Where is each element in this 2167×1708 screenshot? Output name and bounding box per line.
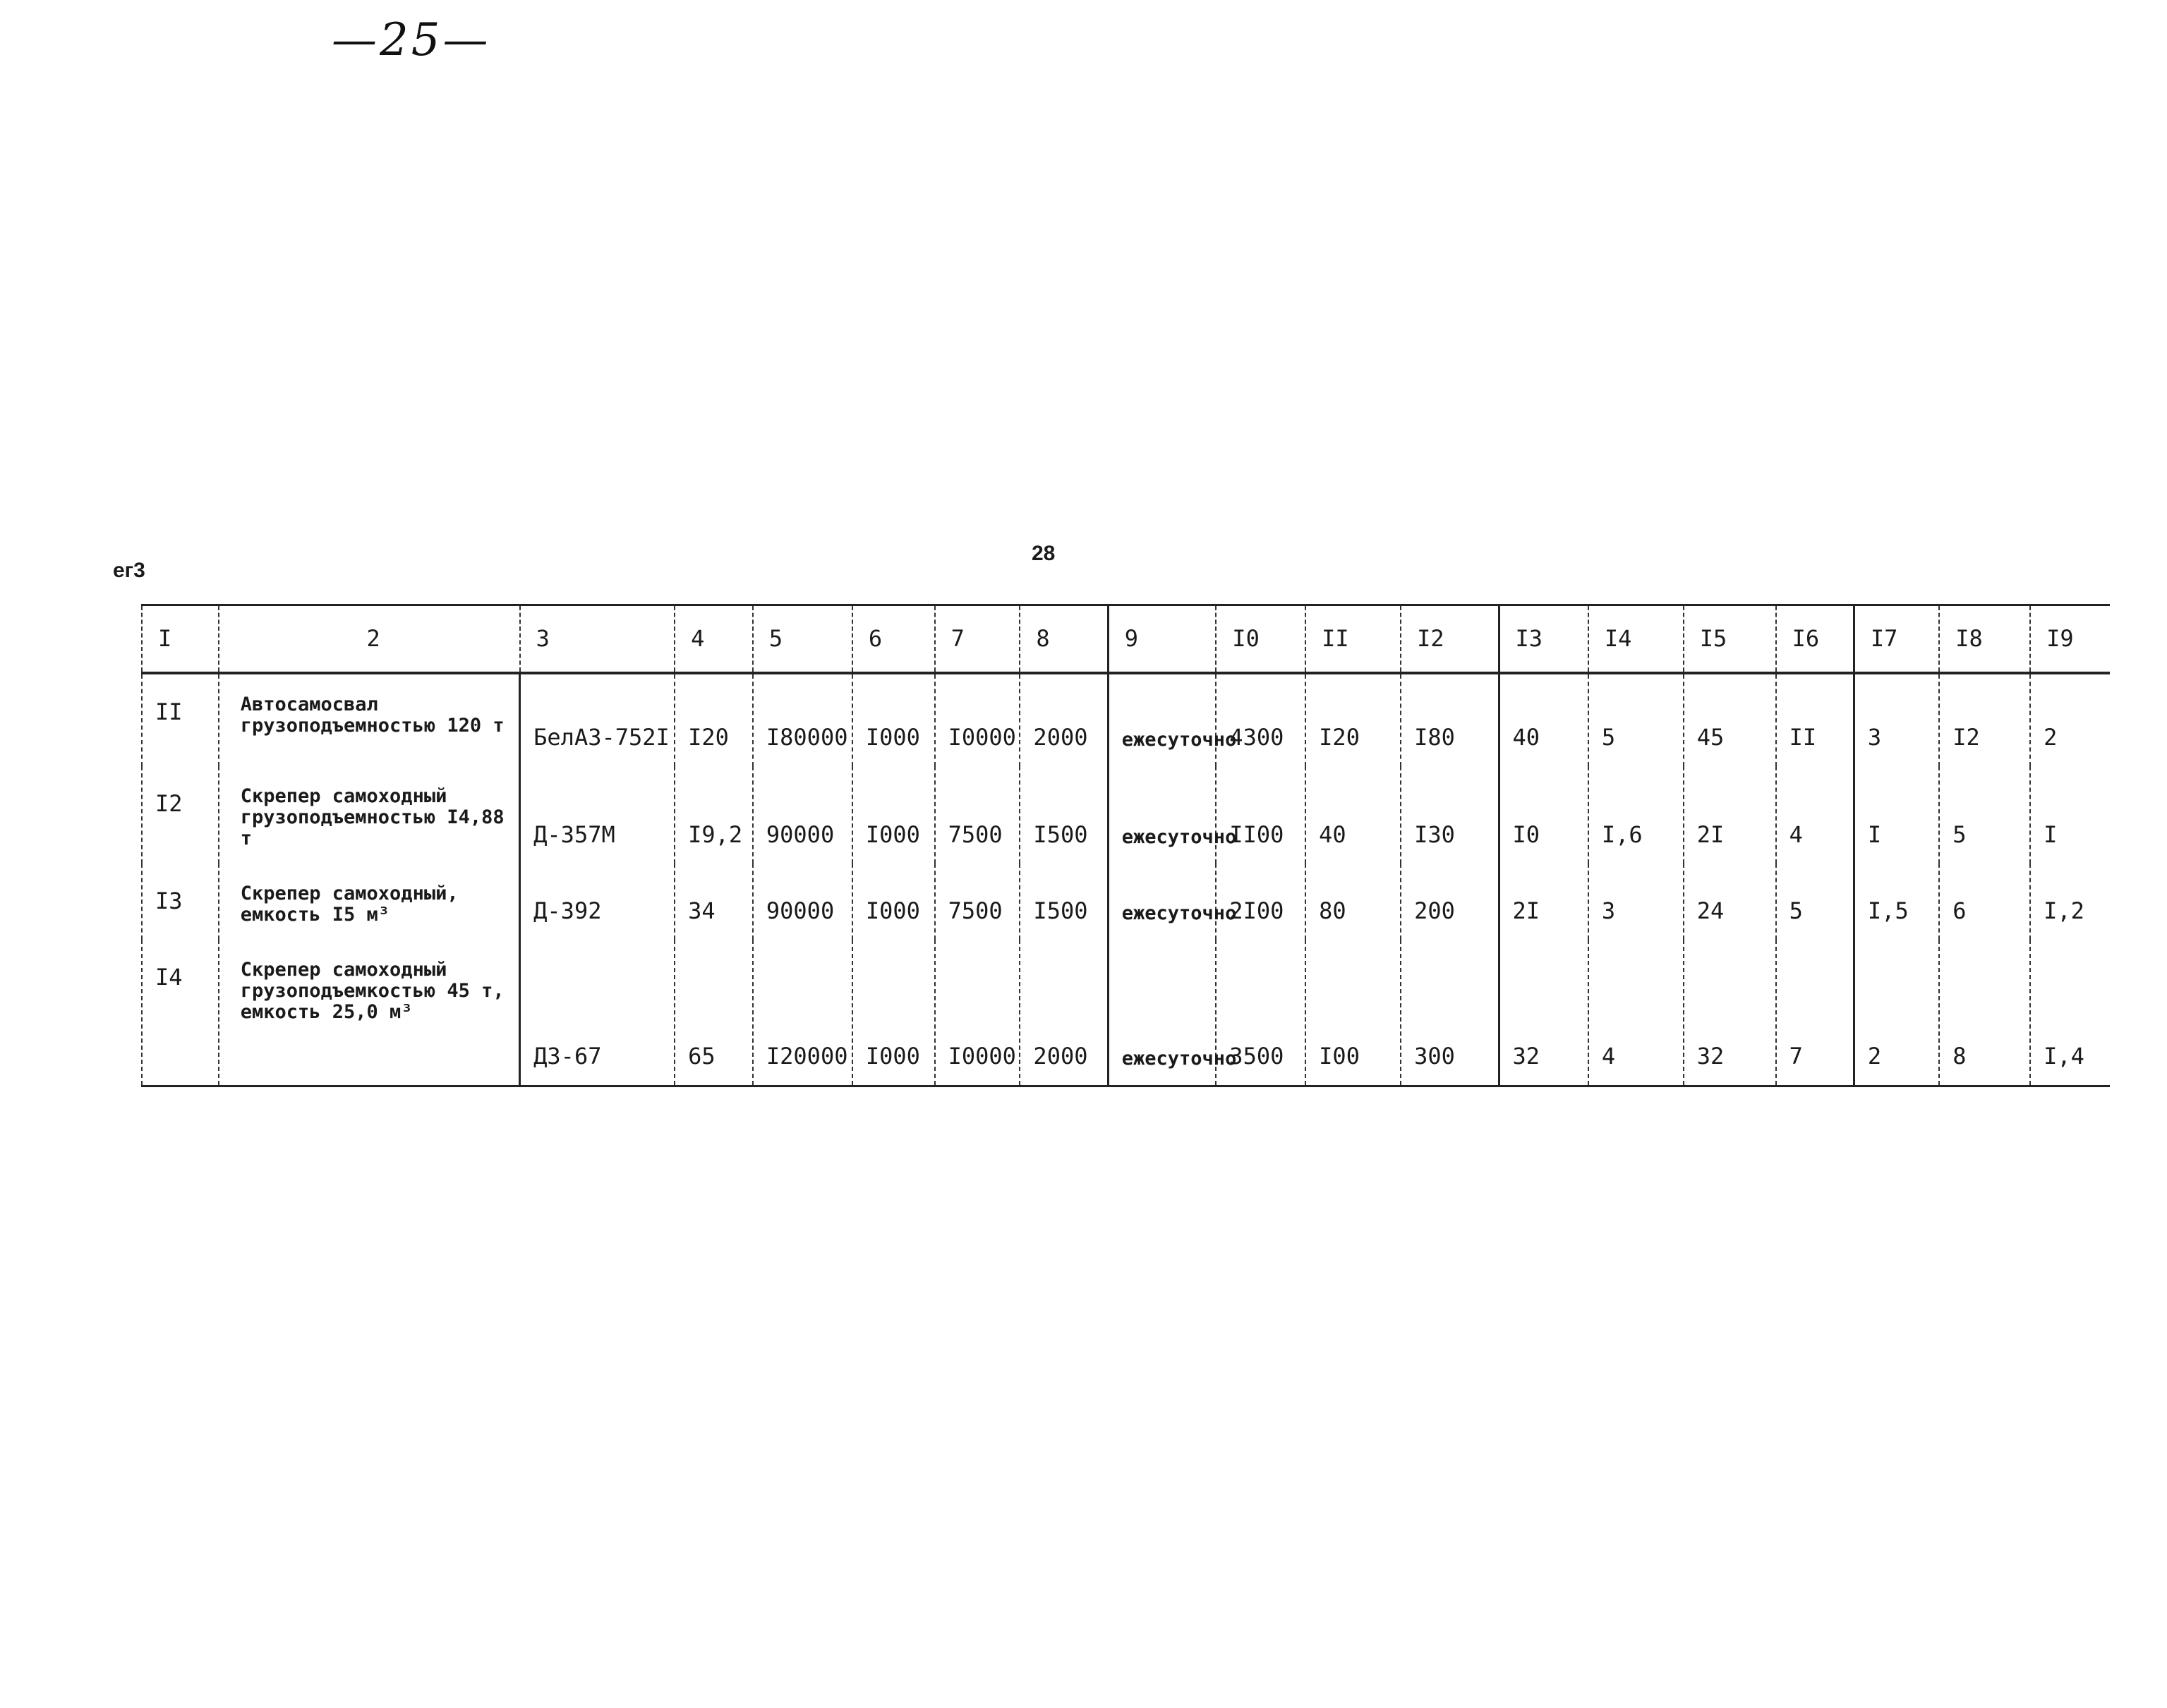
column-header: 5 — [753, 605, 852, 673]
table-cell: I20 — [1305, 673, 1401, 766]
table-cell: 90000 — [753, 864, 852, 940]
column-header: I — [142, 605, 219, 673]
table-cell: 300 — [1401, 940, 1499, 1086]
table-cell: I80000 — [753, 673, 852, 766]
table-cell: II00 — [1216, 766, 1305, 864]
equipment-table-container — [141, 604, 2117, 1087]
table-cell: 3 — [1854, 673, 1939, 766]
table-cell: 7500 — [935, 766, 1020, 864]
table-cell: I,4 — [2030, 940, 2110, 1086]
table-cell: I,6 — [1588, 766, 1684, 864]
table-cell: 2000 — [1020, 940, 1108, 1086]
table-cell: I000 — [852, 864, 935, 940]
table-cell: I9,2 — [675, 766, 753, 864]
column-header: I3 — [1499, 605, 1588, 673]
table-cell: 2000 — [1020, 673, 1108, 766]
table-cell: Скрепер самоходный грузоподъемностью I4,88 т — [219, 766, 520, 864]
column-header: I5 — [1684, 605, 1776, 673]
table-cell: 65 — [675, 940, 753, 1086]
table-cell: I4 — [142, 940, 219, 1086]
table-cell: 200 — [1401, 864, 1499, 940]
column-header: 6 — [852, 605, 935, 673]
table-cell: I000 — [852, 673, 935, 766]
table-cell: Скрепер самоходный грузоподъемкостью 45 т, емкость 25,0 м³ — [219, 940, 520, 1086]
table-cell: I00 — [1305, 940, 1401, 1086]
table-cell: 45 — [1684, 673, 1776, 766]
table-cell: 2I00 — [1216, 864, 1305, 940]
table-cell: I3 — [142, 864, 219, 940]
column-header: I0 — [1216, 605, 1305, 673]
table-row — [142, 864, 2110, 940]
table-cell: II — [1776, 673, 1854, 766]
table-cell: 40 — [1305, 766, 1401, 864]
table-cell: I2 — [142, 766, 219, 864]
table-cell: I30 — [1401, 766, 1499, 864]
table-cell: I,2 — [2030, 864, 2110, 940]
table-cell: I2 — [1939, 673, 2030, 766]
table-cell: I20 — [675, 673, 753, 766]
table-cell: I0000 — [935, 673, 1020, 766]
equipment-table — [141, 604, 2110, 1087]
table-cell: БелАЗ-752I — [520, 673, 675, 766]
column-header: 8 — [1020, 605, 1108, 673]
table-cell: 5 — [1776, 864, 1854, 940]
table-cell: I000 — [852, 940, 935, 1086]
column-header: I6 — [1776, 605, 1854, 673]
column-header: I9 — [2030, 605, 2110, 673]
table-cell: 4 — [1776, 766, 1854, 864]
table-cell: 32 — [1684, 940, 1776, 1086]
printed-page-number: 28 — [1032, 542, 1056, 565]
table-cell: 3 — [1588, 864, 1684, 940]
sheet-mark: ег3 — [113, 559, 145, 582]
table-cell: 40 — [1499, 673, 1588, 766]
column-header: I2 — [1401, 605, 1499, 673]
table-cell: 2 — [1854, 940, 1939, 1086]
table-cell: I0000 — [935, 940, 1020, 1086]
table-cell: 7500 — [935, 864, 1020, 940]
table-cell: 8 — [1939, 940, 2030, 1086]
column-header: 4 — [675, 605, 753, 673]
table-cell: 4 — [1588, 940, 1684, 1086]
table-cell: Автосамосвал грузоподъемностью 120 т — [219, 673, 520, 766]
table-cell: 4300 — [1216, 673, 1305, 766]
table-cell: 6 — [1939, 864, 2030, 940]
table-cell: 80 — [1305, 864, 1401, 940]
table-cell: I500 — [1020, 766, 1108, 864]
table-cell: ежесуточно — [1108, 940, 1216, 1086]
table-cell: 32 — [1499, 940, 1588, 1086]
table-cell: I20000 — [753, 940, 852, 1086]
table-cell: ежесуточно — [1108, 673, 1216, 766]
table-cell: ежесуточно — [1108, 766, 1216, 864]
table-cell: 5 — [1939, 766, 2030, 864]
column-header: II — [1305, 605, 1401, 673]
table-cell: 2I — [1684, 766, 1776, 864]
table-row — [142, 940, 2110, 1086]
column-header: 3 — [520, 605, 675, 673]
table-row — [142, 673, 2110, 766]
column-header: 9 — [1108, 605, 1216, 673]
column-header: 2 — [219, 605, 520, 673]
table-cell: ежесуточно — [1108, 864, 1216, 940]
table-row — [142, 766, 2110, 864]
handwritten-page-number: —25— — [332, 14, 491, 66]
table-cell: I — [2030, 766, 2110, 864]
table-cell: ДЗ-67 — [520, 940, 675, 1086]
table-cell: 2 — [2030, 673, 2110, 766]
table-cell: Д-357М — [520, 766, 675, 864]
table-cell: 24 — [1684, 864, 1776, 940]
table-cell: I500 — [1020, 864, 1108, 940]
table-cell: I0 — [1499, 766, 1588, 864]
column-header: I7 — [1854, 605, 1939, 673]
table-cell: 3500 — [1216, 940, 1305, 1086]
table-cell: II — [142, 673, 219, 766]
table-cell: I,5 — [1854, 864, 1939, 940]
table-cell: 7 — [1776, 940, 1854, 1086]
table-cell: 90000 — [753, 766, 852, 864]
table-cell: Д-392 — [520, 864, 675, 940]
table-cell: I000 — [852, 766, 935, 864]
column-header: 7 — [935, 605, 1020, 673]
column-header: I4 — [1588, 605, 1684, 673]
table-cell: I — [1854, 766, 1939, 864]
table-cell: 2I — [1499, 864, 1588, 940]
column-header: I8 — [1939, 605, 2030, 673]
table-cell: 34 — [675, 864, 753, 940]
table-cell: I80 — [1401, 673, 1499, 766]
table-cell: 5 — [1588, 673, 1684, 766]
table-cell: Скрепер самоходный, емкость I5 м³ — [219, 864, 520, 940]
table-header-row — [142, 605, 2110, 673]
